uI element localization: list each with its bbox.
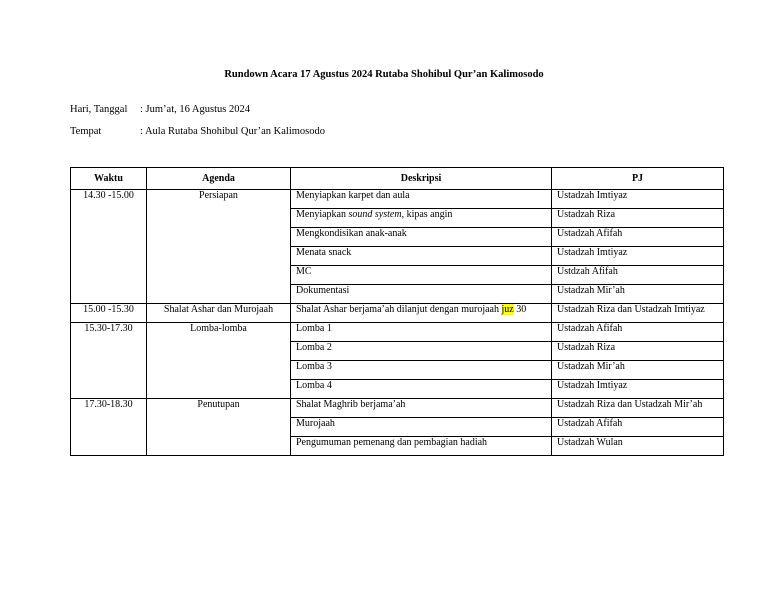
date-value: : Jum’at, 16 Agustus 2024 xyxy=(140,104,250,115)
desc-text: Shalat Ashar berjama’ah dilanjut dengan murojaah xyxy=(296,304,502,315)
table-row xyxy=(71,323,724,342)
pj-cell: Ustadzah Afifah xyxy=(552,418,724,437)
desc-cell: Pengumuman pemenang dan pembagian hadiah xyxy=(291,437,552,456)
place-label: Tempat xyxy=(70,126,102,137)
highlighted-text: juz xyxy=(501,304,514,315)
agenda-cell: Persiapan xyxy=(147,190,291,304)
desc-cell: MC xyxy=(291,266,552,285)
pj-cell: Ustadzah Riza xyxy=(552,342,724,361)
pj-cell: Ustadzah Imtiyaz xyxy=(552,190,724,209)
pj-cell: Ustadzah Wulan xyxy=(552,437,724,456)
desc-cell: Lomba 4 xyxy=(291,380,552,399)
pj-cell: Ustadzah Imtiyaz xyxy=(552,247,724,266)
desc-cell xyxy=(291,304,552,323)
pj-cell: Ustadzah Afifah xyxy=(552,228,724,247)
desc-italic-text: sound system xyxy=(348,209,402,220)
desc-text: Menyiapkan xyxy=(296,209,349,220)
pj-cell: Ustadzah Afifah xyxy=(552,323,724,342)
pj-cell: Ustadzah Mir’ah xyxy=(552,285,724,304)
date-row xyxy=(70,104,250,115)
desc-cell: Dokumentasi xyxy=(291,285,552,304)
table-row xyxy=(71,399,724,418)
desc-text: , kipas angin xyxy=(401,209,453,220)
desc-cell: Lomba 3 xyxy=(291,361,552,380)
desc-cell: Mengkondisikan anak-anak xyxy=(291,228,552,247)
desc-cell: Lomba 1 xyxy=(291,323,552,342)
agenda-cell: Lomba-lomba xyxy=(147,323,291,399)
time-cell: 17.30-18.30 xyxy=(71,399,147,456)
agenda-cell: Penutupan xyxy=(147,399,291,456)
table-header-row xyxy=(71,168,724,190)
place-value: : Aula Rutaba Shohibul Qur’an Kalimosodo xyxy=(140,126,325,137)
desc-cell: Shalat Maghrib berjama’ah xyxy=(291,399,552,418)
rundown-table xyxy=(70,167,724,456)
date-label: Hari, Tanggal xyxy=(70,104,128,115)
time-cell: 15.00 -15.30 xyxy=(71,304,147,323)
desc-cell xyxy=(291,209,552,228)
desc-text: 30 xyxy=(513,304,527,315)
pj-cell: Ustadzah Imtiyaz xyxy=(552,380,724,399)
pj-cell: Ustdzah Afifah xyxy=(552,266,724,285)
desc-cell: Menyiapkan karpet dan aula xyxy=(291,190,552,209)
agenda-cell: Shalat Ashar dan Murojaah xyxy=(147,304,291,323)
table-row xyxy=(71,304,724,323)
desc-cell: Lomba 2 xyxy=(291,342,552,361)
table-row xyxy=(71,190,724,209)
header-pj: PJ xyxy=(552,168,724,190)
header-deskripsi: Deskripsi xyxy=(291,168,552,190)
time-cell: 15.30-17.30 xyxy=(71,323,147,399)
time-cell: 14.30 -15.00 xyxy=(71,190,147,304)
desc-cell: Murojaah xyxy=(291,418,552,437)
place-row xyxy=(70,126,325,137)
pj-cell: Ustadzah Riza xyxy=(552,209,724,228)
header-waktu: Waktu xyxy=(71,168,147,190)
header-agenda: Agenda xyxy=(147,168,291,190)
document-title: Rundown Acara 17 Agustus 2024 Rutaba Shohibul Qur’an Kalimosodo xyxy=(224,69,544,80)
pj-cell: Ustadzah Riza dan Ustadzah Mir’ah xyxy=(552,399,724,418)
desc-cell: Menata snack xyxy=(291,247,552,266)
pj-cell: Ustadzah Mir’ah xyxy=(552,361,724,380)
pj-cell: Ustadzah Riza dan Ustadzah Imtiyaz xyxy=(552,304,724,323)
